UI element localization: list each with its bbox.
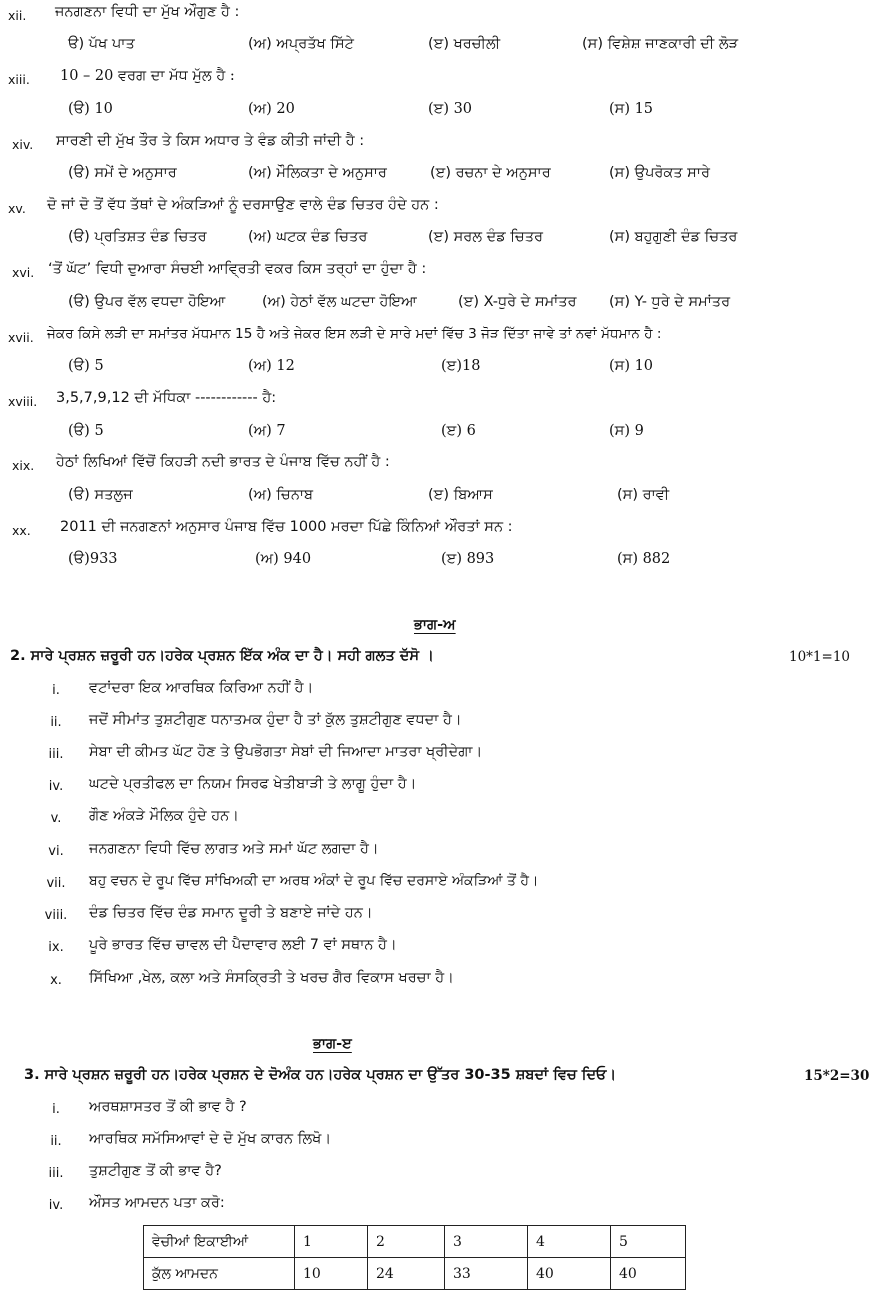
question-text: ਔਸਤ ਆਮਦਨ ਪਤਾ ਕਰੋ:	[89, 1195, 225, 1211]
option-d: (ਸ) ਰਾਵੀ	[617, 487, 670, 503]
table-cell: 33	[445, 1258, 528, 1290]
question-text: ਸਾਰਣੀ ਦੀ ਮੁੱਖ ਤੌਰ ਤੇ ਕਿਸ ਅਧਾਰ ਤੇ ਵੰਡ ਕੀਤੀ ਜਾਂਦੀ ਹੈ :	[56, 133, 365, 149]
question-text: ਅਰਥਸ਼ਾਸਤਰ ਤੋਂ ਕੀ ਭਾਵ ਹੈ ?	[89, 1099, 247, 1115]
statement-text: ਘਟਦੇ ਪ੍ਰਤੀਫਲ ਦਾ ਨਿਯਮ ਸਿਰਫ ਖੇਤੀਬਾੜੀ ਤੇ ਲਾਗੂ ਹੁੰਦਾ ਹੈ।	[89, 776, 417, 792]
table-cell: 40	[528, 1258, 611, 1290]
option-d: (ਸ) 9	[609, 423, 644, 439]
option-a: (ੳ) 5	[68, 358, 104, 374]
option-d: (ਸ) ਬਹੁਗੁਣੀ ਦੰਡ ਚਿਤਰ	[609, 229, 738, 245]
item-number: vi.	[48, 844, 64, 859]
statement-text: ਵਟਾਂਦਰਾ ਇਕ ਆਰਥਿਕ ਕਿਰਿਆ ਨਹੀਂ ਹੈ।	[89, 680, 314, 696]
option-b: (ਅ) ਅਪ੍ਰਤੱਖ ਸਿੱਟੇ	[248, 36, 354, 52]
option-c: (ੲ) 893	[441, 551, 495, 567]
option-d: (ਸ) ਵਿਸ਼ੇਸ਼ ਜਾਣਕਾਰੀ ਦੀ ਲੋੜ	[582, 36, 739, 52]
table-row	[144, 1226, 686, 1258]
table-cell: 4	[528, 1226, 611, 1258]
statement-text: ਸਿੱਖਿਆ ,ਖੇਲ, ਕਲਾ ਅਤੇ ਸੰਸਕ੍ਰਿਤੀ ਤੇ ਖਰਚ ਗੈਰ ਵਿਕਾਸ ਖਰਚਾ ਹੈ।	[89, 970, 454, 986]
option-a: (ੳ) ਪ੍ਰਤਿਸ਼ਤ ਦੰਡ ਚਿਤਰ	[68, 229, 207, 245]
statement-text: ਗੌਣ ਅੰਕੜੇ ਮੌਲਿਕ ਹੁੰਦੇ ਹਨ।	[89, 808, 239, 824]
statement-text: ਬਹੁ ਵਚਨ ਦੇ ਰੂਪ ਵਿੱਚ ਸਾਂਖਿਅਕੀ ਦਾ ਅਰਥ ਅੰਕਾਂ ਦੇ ਰੂਪ ਵਿੱਚ ਦਰਸਾਏ ਅੰਕੜਿਆਂ ਤੋਂ ਹੈ।	[89, 873, 539, 889]
option-a: (ੳ) 5	[68, 423, 104, 439]
item-number: iv.	[48, 1198, 64, 1213]
statement-text: ਜਦੋਂ ਸੀਮਾਂਤ ਤੁਸ਼ਟੀਗੁਣ ਧਨਾਤਮਕ ਹੁੰਦਾ ਹੈ ਤਾਂ ਕੁੱਲ ਤੁਸ਼ਟੀਗੁਣ ਵਧਦਾ ਹੈ।	[89, 712, 462, 728]
table-cell: ਕੁੱਲ ਆਮਦਨ	[144, 1258, 295, 1290]
option-c: (ੲ) 6	[441, 423, 476, 439]
statement-text: ਜਨਗਣਨਾ ਵਿਧੀ ਵਿੱਚ ਲਾਗਤ ਅਤੇ ਸਮਾਂ ਘੱਟ ਲਗਦਾ ਹੈ।	[89, 841, 379, 857]
item-number: x.	[50, 973, 62, 988]
question-text: ਹੇਠਾਂ ਲਿਖਿਆਂ ਵਿੱਚੋਂ ਕਿਹੜੀ ਨਦੀ ਭਾਰਤ ਦੇ ਪੰਜਾਬ ਵਿੱਚ ਨਹੀਂ ਹੈ :	[56, 454, 390, 470]
item-number: vii.	[46, 876, 66, 891]
question-number: xix.	[12, 458, 35, 473]
question-number: xvii.	[8, 330, 34, 345]
option-b: (ਅ) ਹੇਠਾਂ ਵੱਲ ਘਟਦਾ ਹੋਇਆ	[262, 294, 417, 310]
table-cell: 10	[295, 1258, 368, 1290]
table-cell: 24	[368, 1258, 445, 1290]
section-heading: ਭਾਗ-ੲ	[313, 1036, 352, 1052]
income-table	[143, 1225, 686, 1290]
item-number: iii.	[48, 1166, 64, 1181]
option-c: (ੲ) 30	[428, 101, 473, 117]
question-number: xviii.	[8, 394, 38, 409]
option-c: (ੲ) ਬਿਆਸ	[428, 487, 493, 503]
item-number: ii.	[50, 1134, 62, 1149]
option-a: ੳ) ਪੱਖ ਪਾਤ	[68, 36, 135, 52]
option-c: (ੲ) X-ਧੁਰੇ ਦੇ ਸਮਾਂਤਰ	[458, 294, 577, 310]
section-marks: 15*2=30	[804, 1068, 870, 1084]
question-text: ਆਰਥਿਕ ਸਮੱਸਿਆਵਾਂ ਦੇ ਦੋ ਮੁੱਖ ਕਾਰਨ ਲਿਖੋ।	[89, 1131, 332, 1147]
question-text: ਤੁਸ਼ਟੀਗੁਣ ਤੋਂ ਕੀ ਭਾਵ ਹੈ?	[89, 1163, 222, 1179]
question-text: ਜਨਗਣਨਾ ਵਿਧੀ ਦਾ ਮੁੱਖ ਔਗੁਣ ਹੈ :	[55, 4, 240, 20]
item-number: viii.	[44, 908, 68, 923]
table-cell: 5	[611, 1226, 686, 1258]
option-c: (ੲ) ਖਰਚੀਲੀ	[428, 36, 501, 52]
question-text: ‘ਤੋਂ ਘੱਟ’ ਵਿਧੀ ਦੁਆਰਾ ਸੰਚਈ ਆਵ੍ਰਿਤੀ ਵਕਰ ਕਿਸ ਤਰ੍ਹਾਂ ਦਾ ਹੁੰਦਾ ਹੈ :	[48, 261, 427, 277]
question-text: 2011 ਦੀ ਜਨਗਣਨਾਂ ਅਨੁਸਾਰ ਪੰਜਾਬ ਵਿੱਚ 1000 ਮਰਦਾ ਪਿੱਛੇ ਕਿੰਨਿਆਂ ਔਰਤਾਂ ਸਨ :	[60, 519, 513, 535]
option-a: (ੳ) ਸਤਲੁਜ	[68, 487, 133, 503]
question-number: xv.	[8, 201, 26, 216]
question-text: ਦੋ ਜਾਂ ਦੋ ਤੋਂ ਵੱਧ ਤੱਥਾਂ ਦੇ ਅੰਕੜਿਆਂ ਨੂੰ ਦਰਸਾਉਣ ਵਾਲੇ ਦੰਡ ਚਿਤਰ ਹੰਦੇ ਹਨ :	[47, 197, 439, 213]
question-number: xx.	[12, 523, 31, 538]
section-instruction: 2. ਸਾਰੇ ਪ੍ਰਸ਼ਨ ਜ਼ਰੂਰੀ ਹਨ।ਹਰੇਕ ਪ੍ਰਸ਼ਨ ਇੱਕ ਅੰਕ ਦਾ ਹੈ। ਸਹੀ ਗਲਤ ਦੱਸੋ ।	[10, 648, 434, 664]
item-number: i.	[52, 683, 60, 698]
option-b: (ਅ) ਚਿਨਾਬ	[248, 487, 314, 503]
option-b: (ਅ) 12	[248, 358, 295, 374]
section-marks: 10*1=10	[789, 649, 851, 665]
question-number: xiii.	[8, 72, 30, 87]
item-number: iii.	[48, 747, 64, 762]
question-text: ਜੇਕਰ ਕਿਸੇ ਲੜੀ ਦਾ ਸਮਾਂਤਰ ਮੱਧਮਾਨ 15 ਹੈ ਅਤੇ ਜੇਕਰ ਇਸ ਲੜੀ ਦੇ ਸਾਰੇ ਮਦਾਂ ਵਿੱਚ 3 ਜੋੜ ਦਿੱਤਾ ਜਾਵੇ ਤਾਂ ਨਵਾਂ ਮੱਧਮਾਨ ਹੈ :	[47, 326, 662, 342]
question-text: 3,5,7,9,12 ਦੀ ਮੱਧਿਕਾ ------------ ਹੈ:	[56, 390, 277, 406]
statement-text: ਪੂਰੇ ਭਾਰਤ ਵਿੱਚ ਚਾਵਲ ਦੀ ਪੈਦਾਵਾਰ ਲਈ 7 ਵਾਂ ਸਥਾਨ ਹੈ।	[89, 937, 397, 953]
option-d: (ਸ) Y- ਧੁਰੇ ਦੇ ਸਮਾਂਤਰ	[609, 294, 731, 310]
table-cell: ਵੇਚੀਆਂ ਇਕਾਈਆਂ	[144, 1226, 295, 1258]
item-number: ii.	[50, 715, 62, 730]
option-c: (ੲ) ਸਰਲ ਦੰਡ ਚਿਤਰ	[428, 229, 543, 245]
question-text: 10 – 20 ਵਰਗ ਦਾ ਮੱਧ ਮੁੱਲ ਹੈ :	[60, 68, 235, 84]
option-a: (ੳ) 10	[68, 101, 113, 117]
item-number: i.	[52, 1102, 60, 1117]
item-number: ix.	[48, 940, 64, 955]
table-row	[144, 1258, 686, 1290]
option-c: (ੲ) ਰਚਨਾ ਦੇ ਅਨੁਸਾਰ	[430, 165, 551, 181]
question-number: xiv.	[12, 137, 34, 152]
table-cell: 40	[611, 1258, 686, 1290]
item-number: iv.	[48, 779, 64, 794]
option-b: (ਅ) 20	[248, 101, 295, 117]
option-a: (ੳ) ਸਮੇਂ ਦੇ ਅਨੁਸਾਰ	[68, 165, 177, 181]
option-b: (ਅ) ਘਟਕ ਦੰਡ ਚਿਤਰ	[248, 229, 368, 245]
question-number: xvi.	[12, 265, 35, 280]
option-b: (ਅ) ਮੌਲਿਕਤਾ ਦੇ ਅਨੁਸਾਰ	[248, 165, 387, 181]
option-d: (ਸ) 10	[609, 358, 654, 374]
option-c: (ੲ)18	[441, 358, 481, 374]
section-instruction: 3. ਸਾਰੇ ਪ੍ਰਸ਼ਨ ਜ਼ਰੂਰੀ ਹਨ।ਹਰੇਕ ਪ੍ਰਸ਼ਨ ਦੇ ਦੋਅੰਕ ਹਨ।ਹਰੇਕ ਪ੍ਰਸ਼ਨ ਦਾ ਉੱਤਰ 30-35 ਸ਼ਬਦਾਂ ਵਿਚ ਦਿਓ।	[24, 1067, 617, 1083]
option-b: (ਅ) 7	[248, 423, 286, 439]
table-cell: 2	[368, 1226, 445, 1258]
option-d: (ਸ) ਉਪਰੋਕਤ ਸਾਰੇ	[609, 165, 710, 181]
option-a: (ੳ)933	[68, 551, 118, 567]
table-cell: 1	[295, 1226, 368, 1258]
option-d: (ਸ) 882	[617, 551, 671, 567]
option-b: (ਅ) 940	[255, 551, 312, 567]
section-heading: ਭਾਗ-ਅ	[414, 617, 456, 633]
statement-text: ਦੰਡ ਚਿਤਰ ਵਿੱਚ ਦੰਡ ਸਮਾਨ ਦੂਰੀ ਤੇ ਬਣਾਏ ਜਾਂਦੇ ਹਨ।	[89, 905, 373, 921]
table-cell: 3	[445, 1226, 528, 1258]
question-number: xii.	[8, 8, 27, 23]
statement-text: ਸੇਬਾ ਦੀ ਕੀਮਤ ਘੱਟ ਹੋਣ ਤੇ ਉਪਭੋਗਤਾ ਸੇਬਾਂ ਦੀ ਜਿਆਦਾ ਮਾਤਰਾ ਖ੍ਰੀਦੇਗਾ।	[89, 744, 483, 760]
option-d: (ਸ) 15	[609, 101, 654, 117]
option-a: (ੳ) ਉਪਰ ਵੱਲ ਵਧਦਾ ਹੋਇਆ	[68, 294, 226, 310]
item-number: v.	[50, 811, 62, 826]
